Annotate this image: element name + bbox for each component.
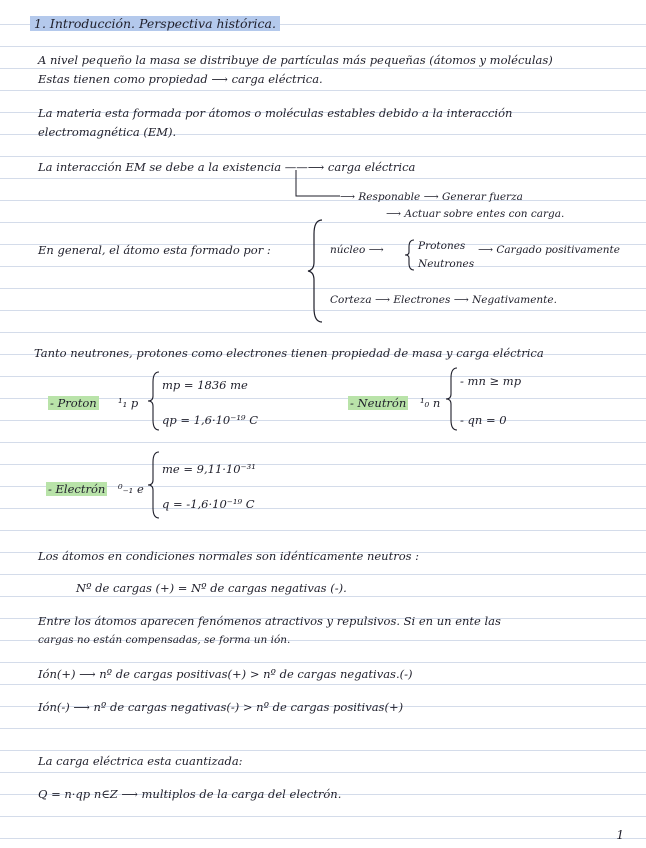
paragraph-line: Entre los átomos aparecen fenómenos atractivos y repulsivos. Si en un ente las: [38, 614, 501, 628]
proton-brace: [146, 370, 162, 432]
proton-charge: qp = 1,6·10⁻¹⁹ C: [162, 413, 258, 427]
ion-negative-line: Ión(-) ⟶ nº de cargas negativas(-) > nº de cargas positivas(+): [38, 700, 404, 714]
quantization-equation: Q = n·qp n∈Z ⟶ multiplos de la carga del electrón.: [38, 787, 342, 801]
paragraph-line: La carga eléctrica esta cuantizada:: [38, 754, 243, 768]
neutron-label: - Neutrón: [350, 396, 407, 410]
nucleo-label: núcleo ⟶: [330, 244, 384, 256]
neutron-mass: - mn ≥ mp: [460, 374, 522, 388]
electron-brace: [146, 450, 162, 520]
paragraph-line: electromagnética (EM).: [38, 125, 177, 139]
neutron-symbol: ¹₀ n: [420, 396, 441, 410]
responsable-line: ⟶ Responable ⟶ Generar fuerza: [340, 191, 523, 203]
electron-charge: q = -1,6·10⁻¹⁹ C: [162, 497, 255, 511]
paragraph-line: La interacción EM se debe a la existencia ——⟶ carga eléctrica: [38, 160, 416, 174]
atom-brace: [306, 218, 326, 324]
proton-mass: mp = 1836 me: [162, 378, 248, 392]
electron-mass: me = 9,11·10⁻³¹: [162, 462, 256, 476]
cargado-label: ⟶ Cargado positivamente: [478, 244, 620, 256]
neutrones-label: Neutrones: [418, 258, 475, 270]
ion-positive-line: Ión(+) ⟶ nº de cargas positivas(+) > nº de cargas negativas.(-): [38, 667, 413, 681]
page-number: 1: [616, 828, 624, 842]
paragraph-line: La materia esta formada por átomos o moléculas estables debido a la interacción: [38, 106, 513, 120]
corteza-label: Corteza ⟶ Electrones ⟶ Negativamente.: [330, 294, 557, 306]
paragraph-line: cargas no están compensadas, se forma un ión.: [38, 634, 291, 646]
neutron-brace: [444, 366, 460, 432]
proton-label: - Proton: [50, 396, 97, 410]
paragraph-line: A nivel pequeño la masa se distribuye de partículas más pequeñas (átomos y moléculas): [38, 53, 553, 67]
neutron-charge: - qn = 0: [460, 413, 507, 427]
electron-symbol: ⁰₋₁ e: [118, 482, 144, 496]
page-title: 1. Introducción. Perspectiva histórica.: [30, 17, 280, 31]
paragraph-line: Los átomos en condiciones normales son idénticamente neutros :: [38, 549, 420, 563]
neutral-equation: Nº de cargas (+) = Nº de cargas negativas (-).: [76, 581, 347, 595]
protones-label: Protones: [418, 240, 466, 252]
actuar-line: ⟶ Actuar sobre entes con carga.: [386, 208, 565, 220]
nucleo-brace: [404, 238, 416, 272]
electron-label: - Electrón: [48, 482, 106, 496]
paragraph-line: Estas tienen como propiedad ⟶ carga eléctrica.: [38, 72, 323, 86]
proton-symbol: ¹₁ p: [118, 396, 139, 410]
atom-intro: En general, el átomo esta formado por :: [38, 243, 271, 257]
paragraph-line: Tanto neutrones, protones como electrones tienen propiedad de masa y carga eléctrica: [34, 346, 544, 360]
